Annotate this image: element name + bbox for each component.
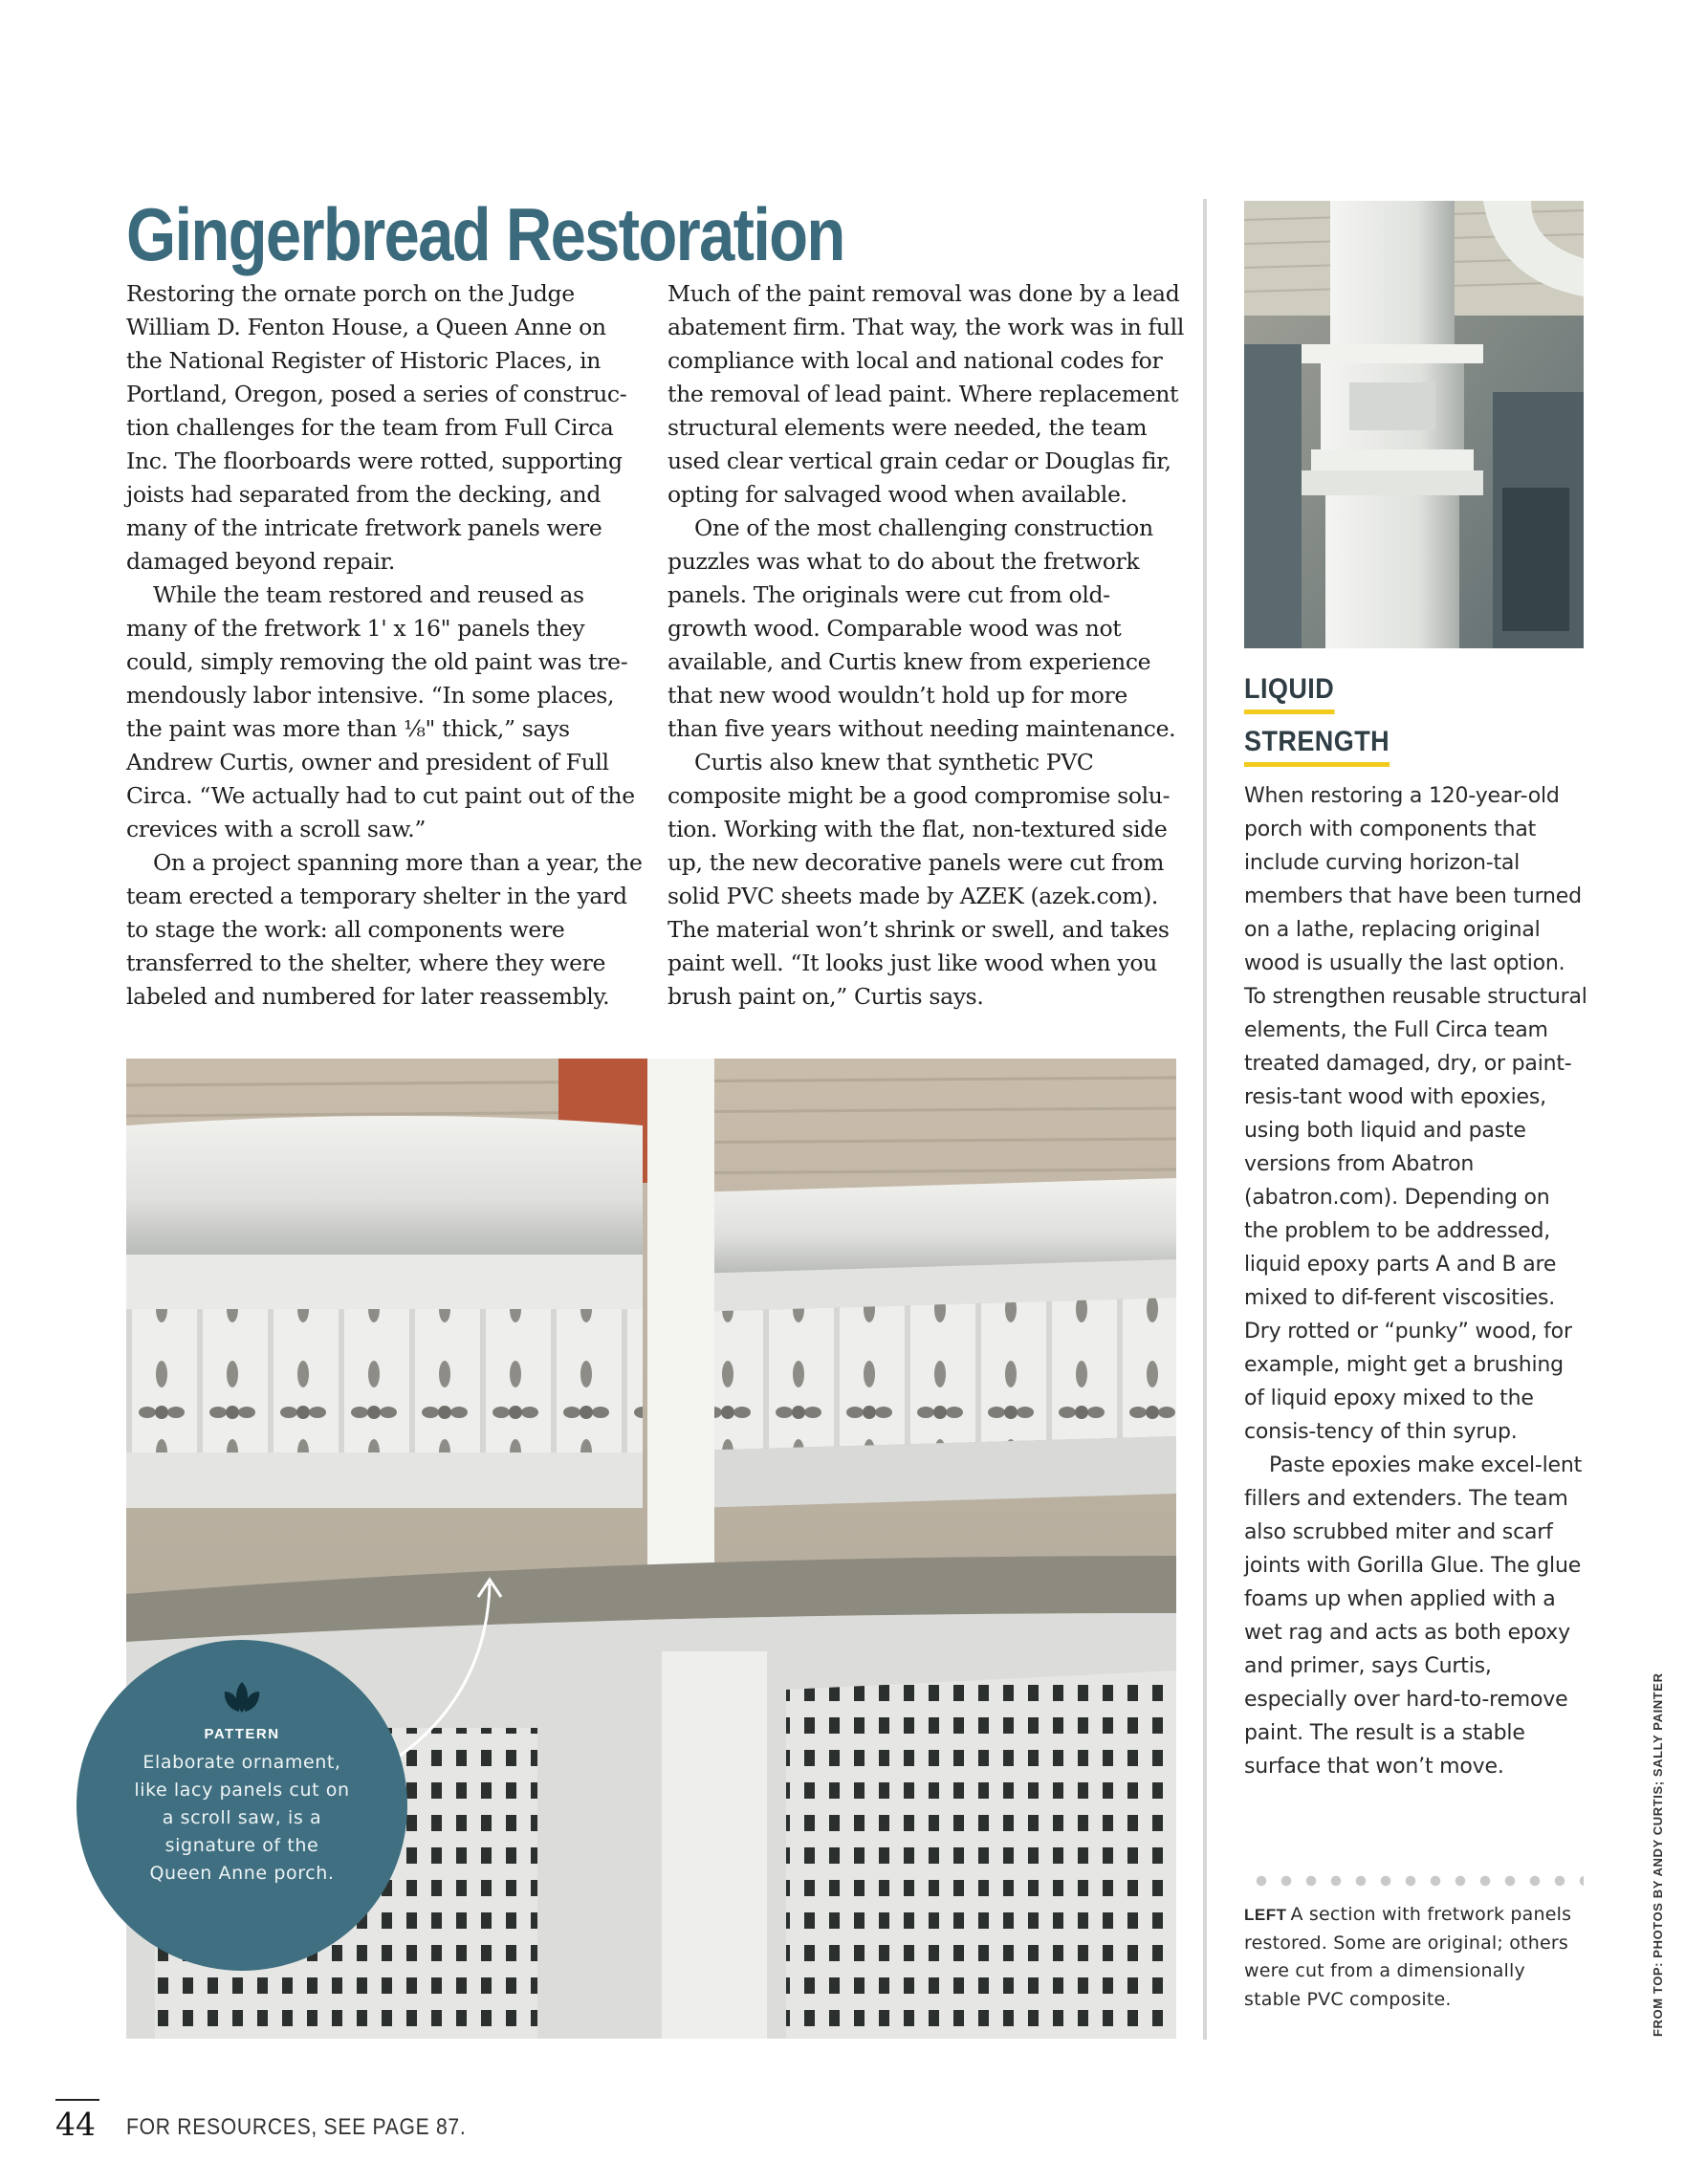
paragraph: On a project spanning more than a year, the team erected a temporary shelter in the yard to stage the work: all components were transferred to the shelter, where they were labeled and numbered for later reassembly. [126, 849, 643, 1010]
article-title: Gingerbread Restoration [126, 192, 844, 276]
pattern-callout [77, 1640, 407, 1971]
sidebar-paragraph: When restoring a 120-year-old porch with components that include curving horizon-tal members that have been turned on a lathe, replacing original wood is usually the last option. To strengthen reusable structural elements, the Full Circa team treated damaged, dry, or paint-resis-tant wood with epoxies, using both liquid and paste versions from Abatron (abatron.com). Depending on the problem to be addressed, liquid epoxy parts A and B are mixed to dif-ferent viscosities. Dry rotted or “punky” wood, for example, might get a brushing of liquid epoxy mixed to the consis-tency of thin syrup. [1244, 784, 1587, 1444]
sidebar-heading-line-1: LIQUID [1244, 673, 1334, 714]
paragraph: One of the most challenging construction puzzles was what to do about the fretwork panels. The originals were cut from old-growth wood. Comparable wood was not available, and Curtis knew from experience that new wood wouldn’t hold up for more than five years without needing maintenance. [667, 514, 1176, 742]
caption-lead: LEFT [1244, 1906, 1287, 1924]
callout-text: Elaborate ornament, like lacy panels cut on a scroll saw, is a signature of the Queen Anne porch. [134, 1752, 350, 1884]
callout-label: PATTERN [204, 1726, 280, 1742]
sidebar-heading [1244, 673, 1406, 778]
leaf-ornament-icon [221, 1680, 263, 1714]
page-number: 44 [55, 2106, 96, 2143]
sidebar-body [1244, 779, 1588, 1783]
paragraph: While the team restored and reused as many of the fretwork 1' x 16" panels they could, simply removing the old paint was tre-mendously labor intensive. “In some places, the paint was more than ⅛" thick,” says Andrew Curtis, owner and president of Full Circa. “We actually had to cut paint out of the crevices with a scroll saw.” [126, 581, 635, 842]
paragraph: Restoring the ornate porch on the Judge William D. Fenton House, a Queen Anne on the National Register of Historic Places, in Portland, Oregon, posed a series of construc-tion challenges for the team from Full Circa Inc. The floorboards were rotted, supporting joists had separated from the decking, and many of the intricate fretwork panels were damaged beyond repair. [126, 280, 627, 575]
resources-note: FOR RESOURCES, SEE PAGE 87. [126, 2114, 467, 2140]
article-column-2 [667, 277, 1184, 1014]
sidebar-heading-line-2: STRENGTH [1244, 726, 1390, 767]
column-divider [1203, 199, 1207, 2040]
article-column-1 [126, 277, 643, 1014]
sidebar-paragraph: Paste epoxies make excel-lent fillers and extenders. The team also scrubbed miter and scarf joints with Gorilla Glue. The glue foams up when applied with a wet rag and acts as both epoxy and primer, says Curtis, especially over hard-to-remove paint. The result is a stable surface that won’t move. [1244, 1453, 1583, 1779]
footer-rule [55, 2099, 99, 2101]
paragraph: Much of the paint removal was done by a lead abatement firm. That way, the work was in full compliance with local and national codes for the removal of lead paint. Where replacement structural elements were needed, the team used clear vertical grain cedar or Douglas fir, opting for salvaged wood when available. [667, 280, 1184, 508]
column-detail-photo [1244, 201, 1584, 648]
paragraph: Curtis also knew that synthetic PVC composite might be a good compromise solu-tion. Working with the flat, non-textured side up, the new decorative panels were cut from solid PVC sheets made by AZEK (azek.com). The material won’t shrink or swell, and takes paint well. “It looks just like wood when you brush paint on,” Curtis says. [667, 749, 1171, 1010]
photo-credit: FROM TOP: PHOTOS BY ANDY CURTIS; SALLY PAINTER [1651, 1672, 1665, 2037]
photo-caption [1244, 1901, 1574, 2014]
caption-text: A section with fretwork panels restored. Some are original; others were cut from a dimensionally stable PVC composite. [1244, 1904, 1572, 2010]
dotted-separator [1249, 1874, 1584, 1888]
